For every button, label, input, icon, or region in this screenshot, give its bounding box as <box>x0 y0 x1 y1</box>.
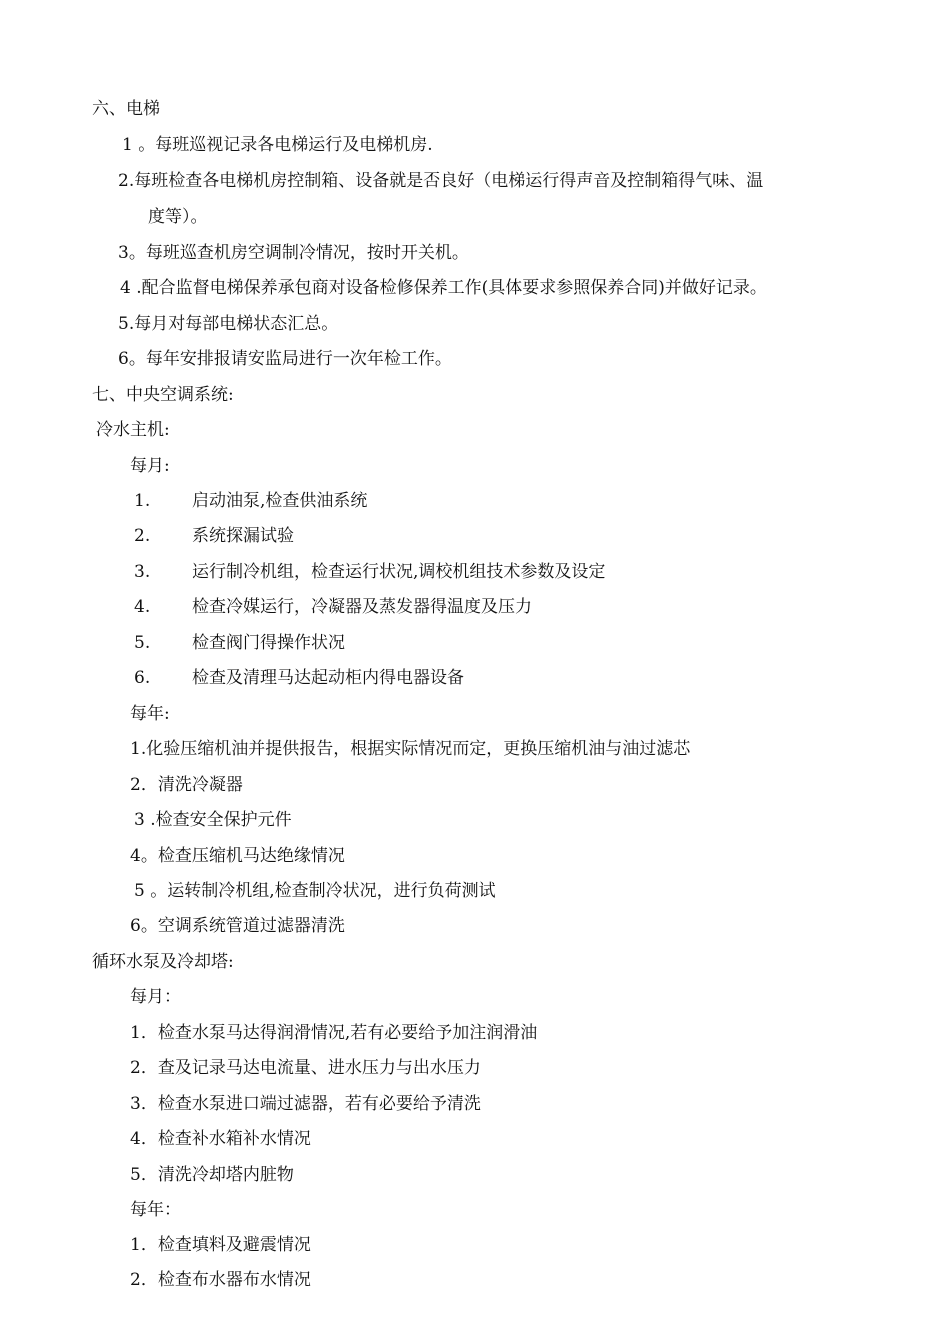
list-text: 检查及清理马达起动柜内得电器设备 <box>192 668 464 688</box>
chiller-yearly-item-2: 2．清洗冷凝器 <box>130 775 243 795</box>
chiller-yearly-item-5: 5 。运转制冷机组,检查制冷状况，进行负荷测试 <box>134 881 496 901</box>
elevator-item-2-continued: 度等）。 <box>148 207 208 227</box>
pump-tower-monthly-item-1: 1．检查水泵马达得润滑情况,若有必要给予加注润滑油 <box>130 1023 538 1043</box>
elevator-item-2: 2.每班检查各电梯机房控制箱、设备就是否良好（电梯运行得声音及控制箱得气味、温 <box>118 171 764 191</box>
elevator-item-5: 5.每月对每部电梯状态汇总。 <box>118 314 339 334</box>
list-text: 启动油泵,检查供油系统 <box>192 491 368 511</box>
list-text: 运行制冷机组，检查运行状况,调校机组技术参数及设定 <box>192 562 606 582</box>
pump-tower-title: 循环水泵及冷却塔: <box>92 952 234 972</box>
section-7-heading: 七、中央空调系统: <box>92 385 234 405</box>
pump-tower-yearly-item-1: 1．检查填料及避震情况 <box>130 1235 311 1255</box>
chiller-yearly-item-4: 4。检查压缩机马达绝缘情况 <box>130 846 345 866</box>
pump-tower-monthly-item-4: 4．检查补水箱补水情况 <box>130 1129 311 1149</box>
chiller-monthly-item-5 <box>134 632 345 654</box>
list-number: 6. <box>134 668 151 688</box>
pump-tower-yearly-item-2: 2．检查布水器布水情况 <box>130 1270 311 1290</box>
chiller-yearly-label: 每年: <box>130 704 170 724</box>
pump-tower-yearly-label: 每年： <box>130 1200 181 1220</box>
elevator-item-1: 1 。每班巡视记录各电梯运行及电梯机房. <box>122 135 433 155</box>
chiller-monthly-item-2 <box>134 525 294 547</box>
chiller-monthly-item-4 <box>134 596 532 618</box>
chiller-title: 冷水主机: <box>96 420 170 440</box>
pump-tower-monthly-item-2: 2．查及记录马达电流量、进水压力与出水压力 <box>130 1058 481 1078</box>
pump-tower-monthly-item-3: 3．检查水泵进口端过滤器，若有必要给予清洗 <box>130 1094 481 1114</box>
elevator-item-6: 6。每年安排报请安监局进行一次年检工作。 <box>118 349 452 369</box>
pump-tower-monthly-label: 每月： <box>130 987 181 1007</box>
list-number: 3. <box>134 562 151 582</box>
list-text: 检查阀门得操作状况 <box>192 633 345 653</box>
chiller-monthly-item-6 <box>134 667 464 689</box>
chiller-yearly-item-3: 3 .检查安全保护元件 <box>134 810 292 830</box>
list-number: 1. <box>134 491 151 511</box>
pump-tower-monthly-item-5: 5．清洗冷却塔内脏物 <box>130 1165 294 1185</box>
section-6-heading: 六、电梯 <box>92 99 160 119</box>
chiller-monthly-item-3 <box>134 561 605 583</box>
chiller-yearly-item-6: 6。空调系统管道过滤器清洗 <box>130 916 345 936</box>
list-text: 系统探漏试验 <box>192 526 294 546</box>
list-number: 2. <box>134 526 151 546</box>
chiller-monthly-label: 每月: <box>130 456 170 476</box>
chiller-yearly-item-1: 1.化验压缩机油并提供报告，根据实际情况而定，更换压缩机油与油过滤芯 <box>130 739 691 759</box>
elevator-item-3: 3。每班巡查机房空调制冷情况，按时开关机。 <box>118 243 469 263</box>
chiller-monthly-item-1 <box>134 490 367 512</box>
list-number: 4. <box>134 597 151 617</box>
elevator-item-4: 4 .配合监督电梯保养承包商对设备检修保养工作(具体要求参照保养合同)并做好记录。 <box>120 278 767 298</box>
list-text: 检查冷媒运行，冷凝器及蒸发器得温度及压力 <box>192 597 532 617</box>
list-number: 5. <box>134 633 151 653</box>
